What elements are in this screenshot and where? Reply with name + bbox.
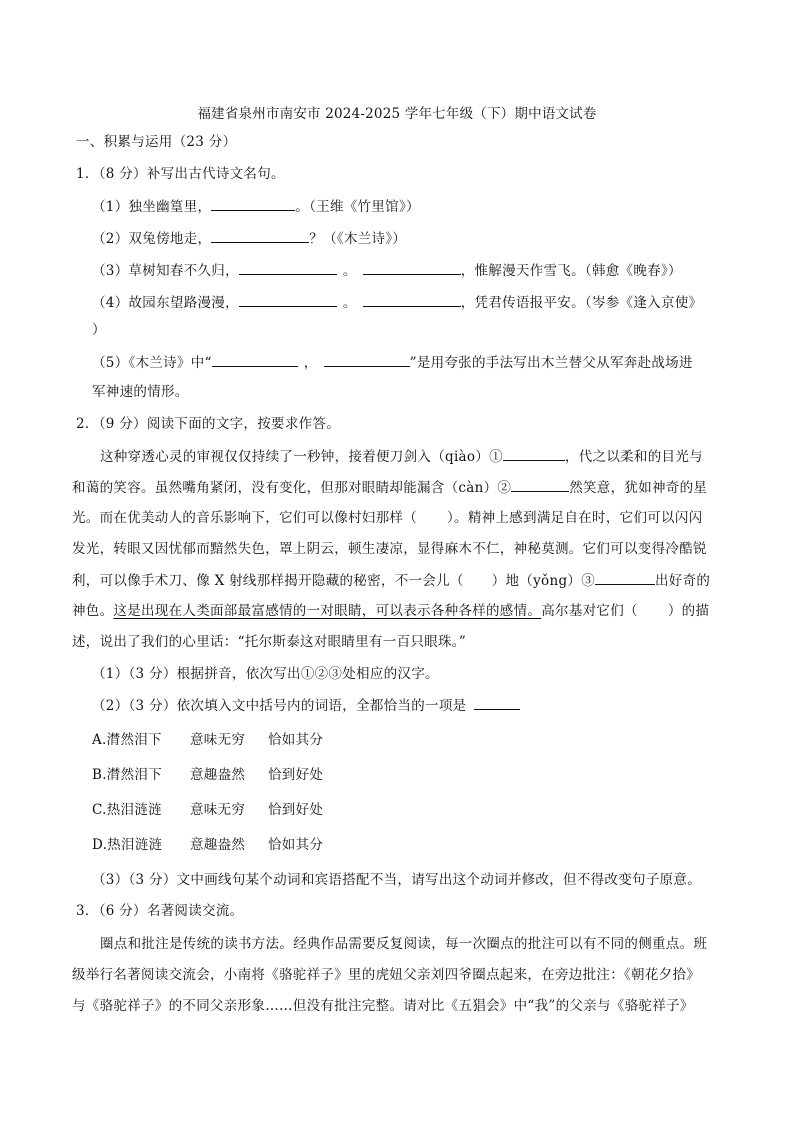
q1-item-1-text-a: （1）独坐幽篁里，: [92, 199, 212, 215]
passage-text: 这种穿透心灵的审视仅仅持续了一秒钟，接着便刀剑入（qiào）①: [100, 449, 503, 465]
q1-item-2-text-b: ？（《木兰诗》）: [309, 231, 407, 247]
passage-text: 利，可以像手术刀、像 X 射线那样揭开隐藏的秘密，不一会儿（: [72, 573, 464, 589]
q1-item-3: [92, 260, 682, 281]
question-2-stem: 2．（9 分）阅读下面的文字，按要求作答。: [76, 416, 341, 432]
option-word-3: 恰到好处: [268, 802, 324, 818]
section-heading: 一、积累与运用（23 分）: [76, 134, 237, 150]
option-A[interactable]: [92, 730, 323, 750]
option-word-1: D.热泪涟涟: [92, 837, 163, 853]
q1-item-4-text-b: 。: [342, 295, 357, 311]
passage-text: 高尔基对它们（: [541, 603, 638, 619]
q2-sub-3: （3）（3 分）文中画线句某个动词和宾语搭配不当，请写出这个动词并修改，但不得改变句子原意。: [92, 872, 702, 888]
passage-text: 出好奇的: [655, 573, 711, 589]
option-D[interactable]: [92, 835, 323, 855]
q1-item-4-text-a: （4）故园东望路漫漫，: [92, 295, 239, 311]
option-word-2: 意趣盎然: [190, 767, 246, 783]
passage-text: 和蔼的笑容。虽然嘴角紧闭，没有变化，但那对眼睛却能漏含（càn）②: [72, 480, 512, 496]
answer-blank[interactable]: [324, 352, 410, 367]
q2-sub-2-text: （2）（3 分）依次填入文中括号内的词语，全都恰当的一项是: [92, 698, 467, 714]
option-B[interactable]: [92, 765, 323, 785]
q1-item-4-continued: ）: [92, 322, 106, 338]
passage-line: [72, 508, 702, 528]
q1-item-2-text-a: （2）双兔傍地走，: [92, 231, 212, 247]
passage-line: 与《骆驼祥子》的不同父亲形象……但没有批注完整。请对比《五猖会》中“我”的父亲与《骆驼祥子》: [72, 998, 694, 1014]
passage-text: ）。精神上感到满足自在时，它们可以闪闪: [447, 510, 703, 526]
q1-item-5: [92, 352, 693, 373]
passage-line: [100, 446, 703, 467]
answer-blank[interactable]: [511, 477, 569, 492]
option-word-1: A.潸然泪下: [92, 732, 162, 748]
option-word-2: 意味无穷: [190, 732, 246, 748]
question-3-stem: 3．（6 分）名著阅读交流。: [76, 903, 244, 919]
q1-item-5-continued: 军神速的情形。: [92, 384, 189, 400]
option-word-1: B.潸然泪下: [92, 767, 163, 783]
q1-item-3-text-c: ，惟解漫天作雪飞。（韩愈《晚春》）: [460, 263, 682, 279]
answer-blank[interactable]: [211, 196, 295, 211]
answer-blank[interactable]: [239, 260, 337, 275]
answer-blank[interactable]: [363, 292, 461, 307]
passage-line: 圈点和批注是传统的读书方法。经典作品需要反复阅读，每一次圈点的批注可以有不同的侧重点。班: [100, 936, 708, 952]
option-word-3: 恰如其分: [268, 732, 324, 748]
passage-line: 述，说出了我们的心里话：“托尔斯泰这对眼睛里有一百只眼珠。”: [72, 634, 467, 650]
option-C[interactable]: [92, 800, 323, 820]
passage-line: [72, 477, 707, 498]
underlined-sentence: 这是出现在人类面部最富感情的一对眼睛，可以表示各种各样的感情。: [113, 603, 542, 619]
q1-item-4-text-c: ，凭君传语报平安。（岑参《逢入京使》: [460, 295, 703, 311]
passage-text: 光。而在优美动人的音乐影响下，它们可以像村妇那样（: [72, 510, 417, 526]
answer-blank[interactable]: [595, 570, 655, 585]
q1-item-3-text-a: （3）草树知春不久归，: [92, 263, 239, 279]
q2-sub-1: （1）（3 分）根据拼音，依次写出①②③处相应的汉字。: [92, 666, 439, 682]
option-word-3: 恰到好处: [268, 767, 324, 783]
passage-text: 神色。: [72, 603, 114, 619]
answer-blank[interactable]: [363, 260, 461, 275]
q2-sub-2: [92, 695, 520, 716]
page-title: 福建省泉州市南安市 2024-2025 学年七年级（下）期中语文试卷: [197, 106, 597, 122]
answer-blank[interactable]: [239, 292, 337, 307]
passage-line: [72, 570, 710, 591]
option-word-1: C.热泪涟涟: [92, 802, 162, 818]
q1-item-1-text-b: 。（王维《竹里馆》）: [295, 199, 420, 215]
q1-item-3-text-b: 。: [342, 263, 357, 279]
passage-line: 级举行名著阅读交流会，小南将《骆驼祥子》里的虎妞父亲刘四爷圈点起来，在旁边批注：《朝花夕拾》: [72, 967, 701, 983]
answer-blank[interactable]: [211, 228, 309, 243]
q1-item-4: [92, 292, 702, 313]
question-1-stem: 1．（8 分）补写出古代诗文名句。: [76, 166, 285, 182]
answer-blank[interactable]: [212, 352, 298, 367]
passage-text: ）地（yǒng）③: [491, 573, 595, 589]
q1-item-1: [92, 196, 420, 217]
q1-item-2: [92, 228, 406, 249]
q1-item-5-text-a: （5）《木兰诗》中“: [92, 355, 212, 371]
answer-blank[interactable]: [503, 446, 565, 461]
option-word-2: 意味无穷: [190, 802, 246, 818]
answer-blank[interactable]: [474, 695, 520, 710]
passage-line: [72, 601, 709, 621]
option-word-3: 恰如其分: [268, 837, 324, 853]
q1-item-5-text-b: ，: [303, 355, 318, 371]
passage-line: 发光，转眼又因忧郁而黯然失色，罩上阴云，顿生凄凉，显得麻木不仁，神秘莫测。它们可以变得冷酷锐: [72, 541, 707, 557]
option-word-2: 意趣盎然: [190, 837, 246, 853]
passage-text: ）的描: [667, 603, 710, 619]
passage-text: 然笑意，犹如神奇的星: [569, 480, 708, 496]
q1-item-5-text-c: ”是用夸张的手法写出木兰替父从军奔赴战场进: [409, 355, 693, 371]
passage-text: ，代之以柔和的目光与: [564, 449, 703, 465]
